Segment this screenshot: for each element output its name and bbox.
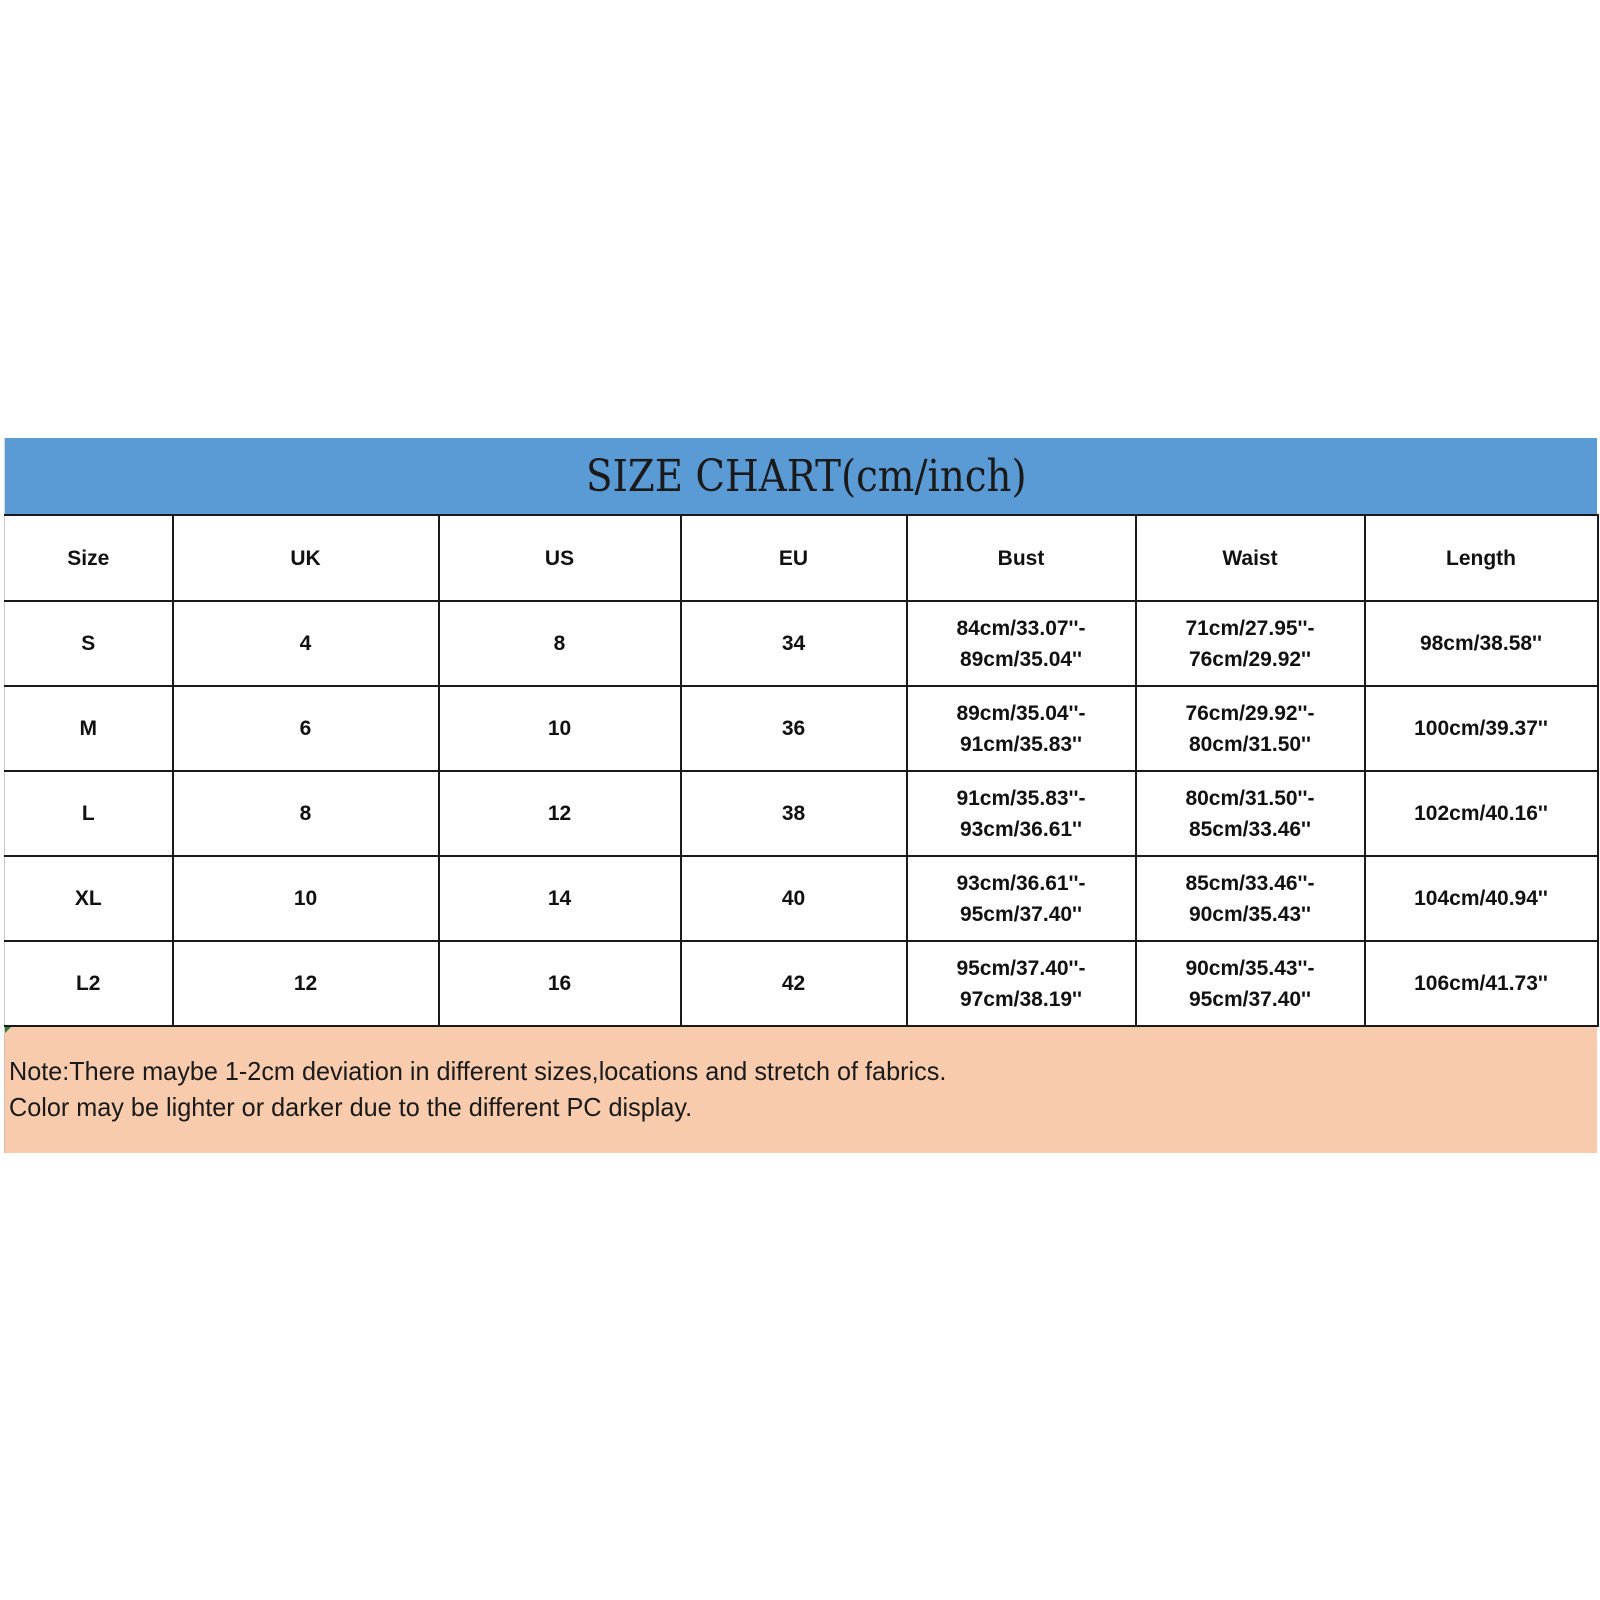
cell-waist bbox=[1136, 686, 1365, 771]
bust-max: 89cm/35.04'' bbox=[959, 647, 1083, 671]
waist-min: 90cm/35.43''- bbox=[1185, 956, 1315, 980]
waist-max: 95cm/37.40'' bbox=[1188, 987, 1312, 1011]
waist-max: 76cm/29.92'' bbox=[1188, 647, 1312, 671]
cell-bust bbox=[907, 601, 1136, 686]
note-line-color: Color may be lighter or darker due to the different PC display. bbox=[9, 1092, 693, 1122]
table-row bbox=[5, 601, 1598, 686]
cell-us: 12 bbox=[439, 771, 681, 856]
header-row bbox=[5, 515, 1598, 601]
column-header-uk: UK bbox=[173, 515, 439, 601]
column-header-length: Length bbox=[1365, 515, 1598, 601]
cell-size: XL bbox=[5, 856, 173, 941]
size-chart bbox=[4, 438, 1597, 1153]
cell-us: 8 bbox=[439, 601, 681, 686]
note-line-deviation: Note:There maybe 1-2cm deviation in different sizes,locations and stretch of fabrics. bbox=[9, 1056, 947, 1086]
table-row bbox=[5, 686, 1598, 771]
cell-length: 100cm/39.37'' bbox=[1365, 686, 1598, 771]
table-row bbox=[5, 771, 1598, 856]
bust-min: 89cm/35.04''- bbox=[956, 701, 1086, 725]
cell-us: 14 bbox=[439, 856, 681, 941]
cell-size: L2 bbox=[5, 941, 173, 1026]
waist-min: 80cm/31.50''- bbox=[1185, 786, 1315, 810]
column-header-waist: Waist bbox=[1136, 515, 1365, 601]
bust-min: 93cm/36.61''- bbox=[956, 871, 1086, 895]
column-header-bust: Bust bbox=[907, 515, 1136, 601]
waist-max: 80cm/31.50'' bbox=[1188, 732, 1312, 756]
cell-eu: 42 bbox=[681, 941, 907, 1026]
column-header-us: US bbox=[439, 515, 681, 601]
cell-bust bbox=[907, 771, 1136, 856]
cell-bust bbox=[907, 941, 1136, 1026]
waist-max: 90cm/35.43'' bbox=[1188, 902, 1312, 926]
cell-eu: 34 bbox=[681, 601, 907, 686]
column-header-eu: EU bbox=[681, 515, 907, 601]
cell-corner-marker-icon bbox=[5, 1027, 11, 1033]
title-bar bbox=[4, 438, 1597, 514]
cell-uk: 4 bbox=[173, 601, 439, 686]
chart-title: SIZE CHART(cm/inch) bbox=[585, 450, 1027, 502]
size-table bbox=[4, 514, 1599, 1027]
cell-length: 102cm/40.16'' bbox=[1365, 771, 1598, 856]
cell-length: 104cm/40.94'' bbox=[1365, 856, 1598, 941]
cell-length: 98cm/38.58'' bbox=[1365, 601, 1598, 686]
bust-min: 95cm/37.40''- bbox=[956, 956, 1086, 980]
note-box bbox=[4, 1027, 1597, 1153]
cell-uk: 6 bbox=[173, 686, 439, 771]
cell-eu: 38 bbox=[681, 771, 907, 856]
cell-length: 106cm/41.73'' bbox=[1365, 941, 1598, 1026]
cell-size: S bbox=[5, 601, 173, 686]
bust-max: 97cm/38.19'' bbox=[959, 987, 1083, 1011]
bust-max: 93cm/36.61'' bbox=[959, 817, 1083, 841]
column-header-size: Size bbox=[5, 515, 173, 601]
waist-min: 71cm/27.95''- bbox=[1185, 616, 1315, 640]
waist-min: 76cm/29.92''- bbox=[1185, 701, 1315, 725]
bust-min: 91cm/35.83''- bbox=[956, 786, 1086, 810]
cell-waist bbox=[1136, 601, 1365, 686]
cell-waist bbox=[1136, 771, 1365, 856]
cell-uk: 8 bbox=[173, 771, 439, 856]
waist-min: 85cm/33.46''- bbox=[1185, 871, 1315, 895]
cell-size: M bbox=[5, 686, 173, 771]
cell-us: 16 bbox=[439, 941, 681, 1026]
cell-uk: 12 bbox=[173, 941, 439, 1026]
cell-waist bbox=[1136, 941, 1365, 1026]
table-row bbox=[5, 941, 1598, 1026]
bust-max: 91cm/35.83'' bbox=[959, 732, 1083, 756]
cell-size: L bbox=[5, 771, 173, 856]
cell-us: 10 bbox=[439, 686, 681, 771]
waist-max: 85cm/33.46'' bbox=[1188, 817, 1312, 841]
cell-eu: 36 bbox=[681, 686, 907, 771]
cell-bust bbox=[907, 686, 1136, 771]
cell-waist bbox=[1136, 856, 1365, 941]
bust-min: 84cm/33.07''- bbox=[956, 616, 1086, 640]
cell-uk: 10 bbox=[173, 856, 439, 941]
table-row bbox=[5, 856, 1598, 941]
cell-eu: 40 bbox=[681, 856, 907, 941]
bust-max: 95cm/37.40'' bbox=[959, 902, 1083, 926]
cell-bust bbox=[907, 856, 1136, 941]
